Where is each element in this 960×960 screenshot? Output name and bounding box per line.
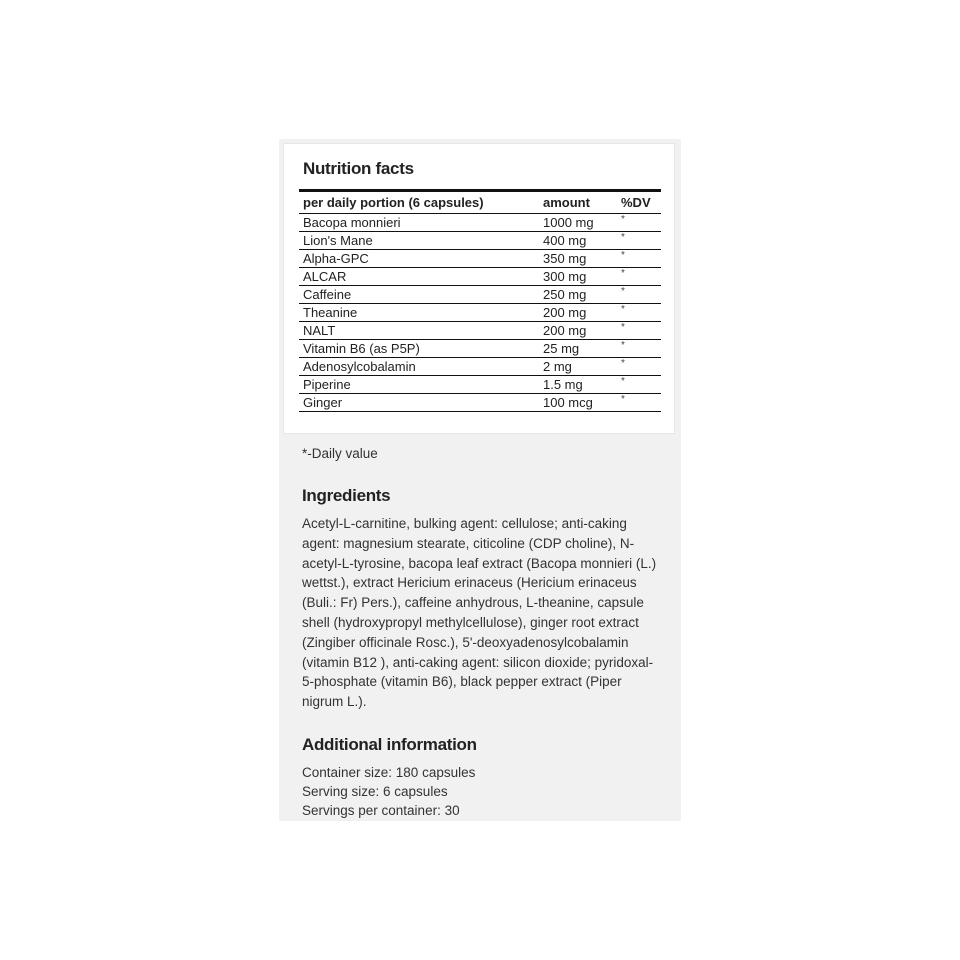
nutrient-name: Adenosylcobalamin <box>299 358 539 376</box>
daily-value-footnote: *-Daily value <box>302 446 378 461</box>
table-row <box>299 340 661 358</box>
nutrient-amount: 400 mg <box>539 232 617 250</box>
nutrient-amount: 350 mg <box>539 250 617 268</box>
nutrient-amount: 100 mcg <box>539 394 617 412</box>
servings-per-container: Servings per container: 30 <box>302 803 460 818</box>
header-amount: amount <box>539 191 617 214</box>
nutrient-name: Piperine <box>299 376 539 394</box>
container-size: Container size: 180 capsules <box>302 765 476 780</box>
table-row <box>299 394 661 412</box>
nutrient-name: ALCAR <box>299 268 539 286</box>
table-row <box>299 268 661 286</box>
nutrient-dv: * <box>617 322 661 340</box>
nutrient-name: Caffeine <box>299 286 539 304</box>
header-dv: %DV <box>617 191 661 214</box>
nutrient-name: Bacopa monnieri <box>299 214 539 232</box>
nutrient-dv: * <box>617 358 661 376</box>
nutrient-amount: 25 mg <box>539 340 617 358</box>
additional-info-title: Additional information <box>302 735 477 754</box>
table-row <box>299 286 661 304</box>
nutrient-dv: * <box>617 214 661 232</box>
additional-info-list <box>302 763 475 820</box>
table-row <box>299 250 661 268</box>
table-row <box>299 232 661 250</box>
ingredients-title: Ingredients <box>302 486 391 505</box>
nutrition-facts-card <box>283 143 675 434</box>
ingredients-text: Acetyl-L-carnitine, bulking agent: cellulose; anti-caking agent: magnesium stearate, citicoline (CDP choline), N-acetyl-L-tyrosine, bacopa leaf extract (Bacopa monnieri (L.) wettst.), extract Hericium erinaceus (Hericium erinaceus (Buli.: Fr) Pers.), caffeine anhydrous, L-theanine, capsule shell (hydroxypropyl methylcellulose), ginger root extract (Zingiber officinale Rosc.), 5'-deoxyadenosylcobalamin (vitamin B12 ), anti-caking agent: silicon dioxide; pyridoxal-5-phosphate (vitamin B6), black pepper extract (Piper nigrum L.). <box>302 516 657 710</box>
nutrition-table-header <box>299 191 661 214</box>
nutrient-name: Theanine <box>299 304 539 322</box>
nutrient-name: NALT <box>299 322 539 340</box>
nutrient-name: Vitamin B6 (as P5P) <box>299 340 539 358</box>
header-portion: per daily portion (6 capsules) <box>299 191 539 214</box>
nutrient-dv: * <box>617 250 661 268</box>
nutrient-dv: * <box>617 232 661 250</box>
nutrition-table <box>299 189 661 412</box>
nutrient-dv: * <box>617 304 661 322</box>
nutrient-amount: 1000 mg <box>539 214 617 232</box>
nutrition-facts-title: Nutrition facts <box>303 159 414 178</box>
nutrient-name: Alpha-GPC <box>299 250 539 268</box>
nutrient-name: Lion's Mane <box>299 232 539 250</box>
nutrient-amount: 300 mg <box>539 268 617 286</box>
nutrient-amount: 2 mg <box>539 358 617 376</box>
nutrient-dv: * <box>617 394 661 412</box>
nutrient-amount: 1.5 mg <box>539 376 617 394</box>
nutrient-amount: 250 mg <box>539 286 617 304</box>
product-info-panel <box>279 139 681 821</box>
nutrient-amount: 200 mg <box>539 322 617 340</box>
nutrient-name: Ginger <box>299 394 539 412</box>
table-row <box>299 214 661 232</box>
table-row <box>299 322 661 340</box>
serving-size: Serving size: 6 capsules <box>302 784 448 799</box>
nutrient-dv: * <box>617 340 661 358</box>
table-row <box>299 358 661 376</box>
nutrient-dv: * <box>617 376 661 394</box>
nutrient-dv: * <box>617 286 661 304</box>
table-row <box>299 376 661 394</box>
nutrient-dv: * <box>617 268 661 286</box>
table-row <box>299 304 661 322</box>
nutrient-amount: 200 mg <box>539 304 617 322</box>
